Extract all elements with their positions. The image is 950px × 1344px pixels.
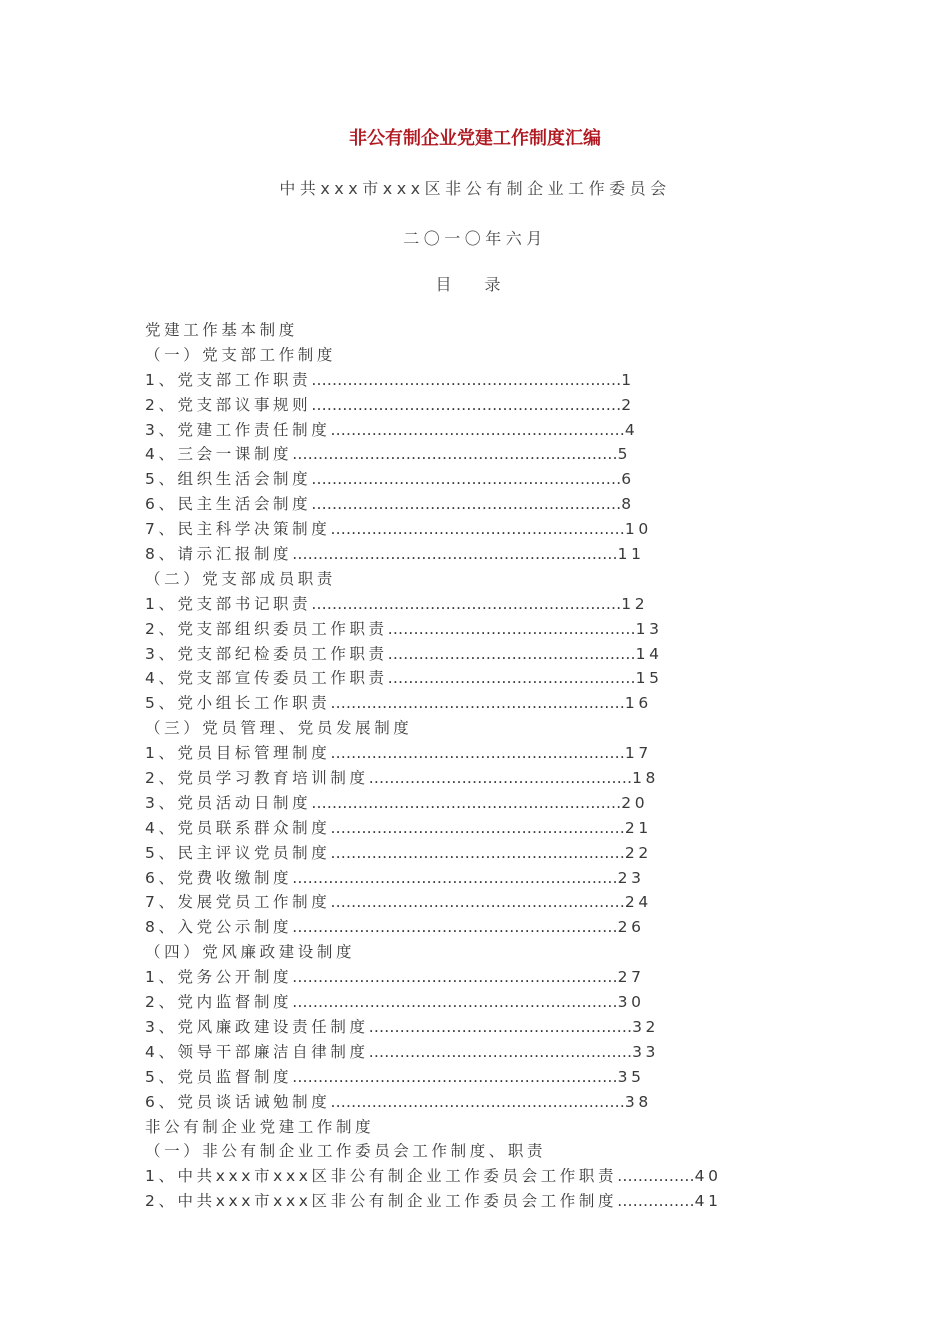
toc-entry-text: 2、党员学习教育培训制度 bbox=[145, 769, 369, 788]
toc-entry bbox=[145, 542, 785, 567]
toc-entry bbox=[145, 866, 785, 891]
toc-entry bbox=[145, 517, 785, 542]
toc-entry bbox=[145, 666, 785, 691]
toc-entry bbox=[145, 841, 785, 866]
toc-entry-text: 3、党风廉政建设责任制度 bbox=[145, 1017, 369, 1036]
toc-leader-dots: ………………………………………………… bbox=[330, 520, 625, 539]
toc-leader-dots: ………………………………………… bbox=[387, 669, 636, 688]
toc-entry-text: 2、党支部议事规则 bbox=[145, 395, 312, 414]
toc-entry-text: 4、领导干部廉洁自律制度 bbox=[145, 1042, 369, 1061]
toc-entry-text: 2、党支部组织委员工作职责 bbox=[145, 619, 388, 638]
toc-entry bbox=[145, 1164, 785, 1189]
toc-entry bbox=[145, 492, 785, 517]
toc-entry-text: 3、党建工作责任制度 bbox=[145, 420, 331, 439]
toc-page-number: 27 bbox=[617, 968, 645, 987]
toc-entry-text: 8、入党公示制度 bbox=[145, 918, 293, 937]
toc-page-number: 22 bbox=[624, 843, 652, 862]
toc-leader-dots: …………………………………………………… bbox=[311, 594, 622, 613]
toc-leader-dots: …………………………………………… bbox=[368, 1017, 633, 1036]
toc-page-number: 38 bbox=[624, 1092, 652, 1111]
toc-leader-dots: ………………………………………… bbox=[387, 644, 636, 663]
toc-entry bbox=[145, 1065, 785, 1090]
toc-section-heading bbox=[145, 343, 785, 368]
table-of-contents bbox=[145, 318, 785, 1214]
toc-leader-dots: ………………………………………………… bbox=[330, 818, 625, 837]
toc-leader-dots: ………………………………………………… bbox=[330, 843, 625, 862]
toc-section-heading bbox=[145, 716, 785, 741]
toc-section-heading bbox=[145, 567, 785, 592]
toc-entry-text: 4、党员联系群众制度 bbox=[145, 818, 331, 837]
toc-entry bbox=[145, 1015, 785, 1040]
toc-leader-dots: ………………………………………………… bbox=[330, 1092, 625, 1111]
toc-entry bbox=[145, 617, 785, 642]
toc-page-number: 23 bbox=[617, 868, 645, 887]
toc-page-number: 35 bbox=[617, 1067, 645, 1086]
toc-entry bbox=[145, 1040, 785, 1065]
toc-leader-dots: ………………………………………………… bbox=[330, 893, 625, 912]
toc-entry bbox=[145, 965, 785, 990]
toc-entry-text: 1、中共xxx市xxx区非公有制企业工作委员会工作职责 bbox=[145, 1167, 618, 1186]
toc-page-number: 6 bbox=[621, 470, 635, 489]
toc-page-number: 4 bbox=[624, 420, 639, 439]
toc-entry-text: （三）党员管理、党员发展制度 bbox=[145, 719, 413, 738]
document-date: 二〇一〇年六月 bbox=[403, 229, 547, 248]
toc-leader-dots: ………………………………………………… bbox=[330, 694, 625, 713]
toc-entry-text: 7、民主科学决策制度 bbox=[145, 520, 331, 539]
toc-entry bbox=[145, 691, 785, 716]
toc-entry-text: 4、三会一课制度 bbox=[145, 445, 293, 464]
toc-entry bbox=[145, 766, 785, 791]
toc-section-heading bbox=[145, 940, 785, 965]
toc-entry-text: 非公有制企业党建工作制度 bbox=[145, 1117, 375, 1136]
toc-entry-text: （一）非公有制企业工作委员会工作制度、职责 bbox=[145, 1142, 547, 1161]
toc-entry bbox=[145, 368, 785, 393]
toc-page-number: 17 bbox=[624, 744, 652, 763]
toc-entry bbox=[145, 442, 785, 467]
toc-page-number: 2 bbox=[621, 395, 635, 414]
toc-entry-text: 党建工作基本制度 bbox=[145, 321, 298, 339]
toc-leader-dots: ……………………………………………………… bbox=[292, 1067, 618, 1086]
toc-entry-text: 1、党务公开制度 bbox=[145, 968, 293, 987]
toc-page-number: 1 bbox=[621, 370, 635, 389]
toc-leader-dots: ……………………………………………………… bbox=[292, 445, 618, 464]
toc-entry-text: 5、民主评议党员制度 bbox=[145, 843, 331, 862]
toc-entry bbox=[145, 418, 785, 443]
toc-entry bbox=[145, 592, 785, 617]
toc-entry-text: 3、党员活动日制度 bbox=[145, 793, 312, 812]
toc-entry bbox=[145, 741, 785, 766]
toc-leader-dots: …………… bbox=[617, 1192, 695, 1211]
toc-page-number: 13 bbox=[635, 619, 663, 638]
document-title: 非公有制企业党建工作制度汇编 bbox=[349, 128, 601, 149]
toc-page-number: 16 bbox=[624, 694, 652, 713]
toc-entry bbox=[145, 915, 785, 940]
toc-entry bbox=[145, 642, 785, 667]
toc-leader-dots: …………………………………………… bbox=[368, 769, 633, 788]
toc-entry-text: （二）党支部成员职责 bbox=[145, 569, 337, 588]
toc-leader-dots: ………………………………………………… bbox=[330, 744, 625, 763]
toc-page-number: 11 bbox=[617, 545, 645, 564]
toc-entry-text: 4、党支部宣传委员工作职责 bbox=[145, 669, 388, 688]
toc-section-heading bbox=[145, 1139, 785, 1164]
toc-entry bbox=[145, 1090, 785, 1115]
toc-entry bbox=[145, 990, 785, 1015]
toc-heading: 目 录 bbox=[435, 275, 515, 294]
toc-page-number: 30 bbox=[617, 993, 645, 1012]
toc-entry-text: 8、请示汇报制度 bbox=[145, 545, 293, 564]
toc-leader-dots: ………………………………………… bbox=[387, 619, 636, 638]
toc-entry-text: （一）党支部工作制度 bbox=[145, 345, 337, 364]
toc-page-number: 14 bbox=[635, 644, 663, 663]
toc-leader-dots: ……………………………………………………… bbox=[292, 868, 618, 887]
toc-entry-text: 3、党支部纪检委员工作职责 bbox=[145, 644, 388, 663]
toc-entry-text: 6、党费收缴制度 bbox=[145, 868, 293, 887]
toc-leader-dots: …………………………………………………… bbox=[311, 370, 622, 389]
toc-page-number: 32 bbox=[632, 1017, 659, 1036]
toc-page-number: 5 bbox=[617, 445, 632, 464]
toc-page-number: 41 bbox=[694, 1192, 722, 1211]
toc-entry-text: 1、党支部工作职责 bbox=[145, 370, 312, 389]
toc-page-number: 18 bbox=[632, 769, 659, 788]
toc-entry-text: 5、组织生活会制度 bbox=[145, 470, 312, 489]
toc-entry-text: 1、党支部书记职责 bbox=[145, 594, 312, 613]
toc-page-number: 40 bbox=[694, 1167, 722, 1186]
toc-entry-text: 1、党员目标管理制度 bbox=[145, 744, 331, 763]
toc-page-number: 15 bbox=[635, 669, 663, 688]
toc-entry bbox=[145, 890, 785, 915]
toc-leader-dots: …………………………………………………… bbox=[311, 495, 622, 514]
toc-leader-dots: ……………………………………………………… bbox=[292, 918, 618, 937]
toc-leader-dots: …………………………………………………… bbox=[311, 793, 622, 812]
toc-entry bbox=[145, 1189, 785, 1214]
document-org: 中共xxx市xxx区非公有制企业工作委员会 bbox=[279, 179, 671, 198]
toc-leader-dots: ……………………………………………………… bbox=[292, 545, 618, 564]
toc-page-number: 10 bbox=[624, 520, 652, 539]
toc-entry-text: 5、党小组长工作职责 bbox=[145, 694, 331, 713]
toc-page-number: 20 bbox=[621, 793, 649, 812]
toc-section-heading bbox=[145, 1115, 785, 1140]
toc-leader-dots: …………………………………………………… bbox=[311, 395, 622, 414]
toc-entry bbox=[145, 816, 785, 841]
toc-entry bbox=[145, 393, 785, 418]
toc-entry-text: 6、党员谈话诫勉制度 bbox=[145, 1092, 331, 1111]
toc-page-number: 24 bbox=[624, 893, 652, 912]
toc-entry bbox=[145, 467, 785, 492]
toc-leader-dots: ……………………………………………………… bbox=[292, 968, 618, 987]
toc-leader-dots: ………………………………………………… bbox=[330, 420, 625, 439]
toc-leader-dots: ……………………………………………………… bbox=[292, 993, 618, 1012]
toc-page-number: 8 bbox=[621, 495, 635, 514]
toc-entry-text: 5、党员监督制度 bbox=[145, 1067, 293, 1086]
toc-page-number: 21 bbox=[624, 818, 652, 837]
toc-page-number: 33 bbox=[632, 1042, 659, 1061]
toc-entry-text: 2、中共xxx市xxx区非公有制企业工作委员会工作制度 bbox=[145, 1192, 618, 1211]
toc-section-heading bbox=[145, 318, 785, 343]
toc-entry-text: 7、发展党员工作制度 bbox=[145, 893, 331, 912]
toc-entry-text: （四）党风廉政建设制度 bbox=[145, 943, 356, 962]
toc-entry bbox=[145, 791, 785, 816]
toc-page-number: 12 bbox=[621, 594, 649, 613]
toc-page-number: 26 bbox=[617, 918, 645, 937]
toc-leader-dots: …………… bbox=[617, 1167, 695, 1186]
toc-entry-text: 2、党内监督制度 bbox=[145, 993, 293, 1012]
toc-leader-dots: …………………………………………………… bbox=[311, 470, 622, 489]
toc-entry-text: 6、民主生活会制度 bbox=[145, 495, 312, 514]
toc-leader-dots: …………………………………………… bbox=[368, 1042, 633, 1061]
